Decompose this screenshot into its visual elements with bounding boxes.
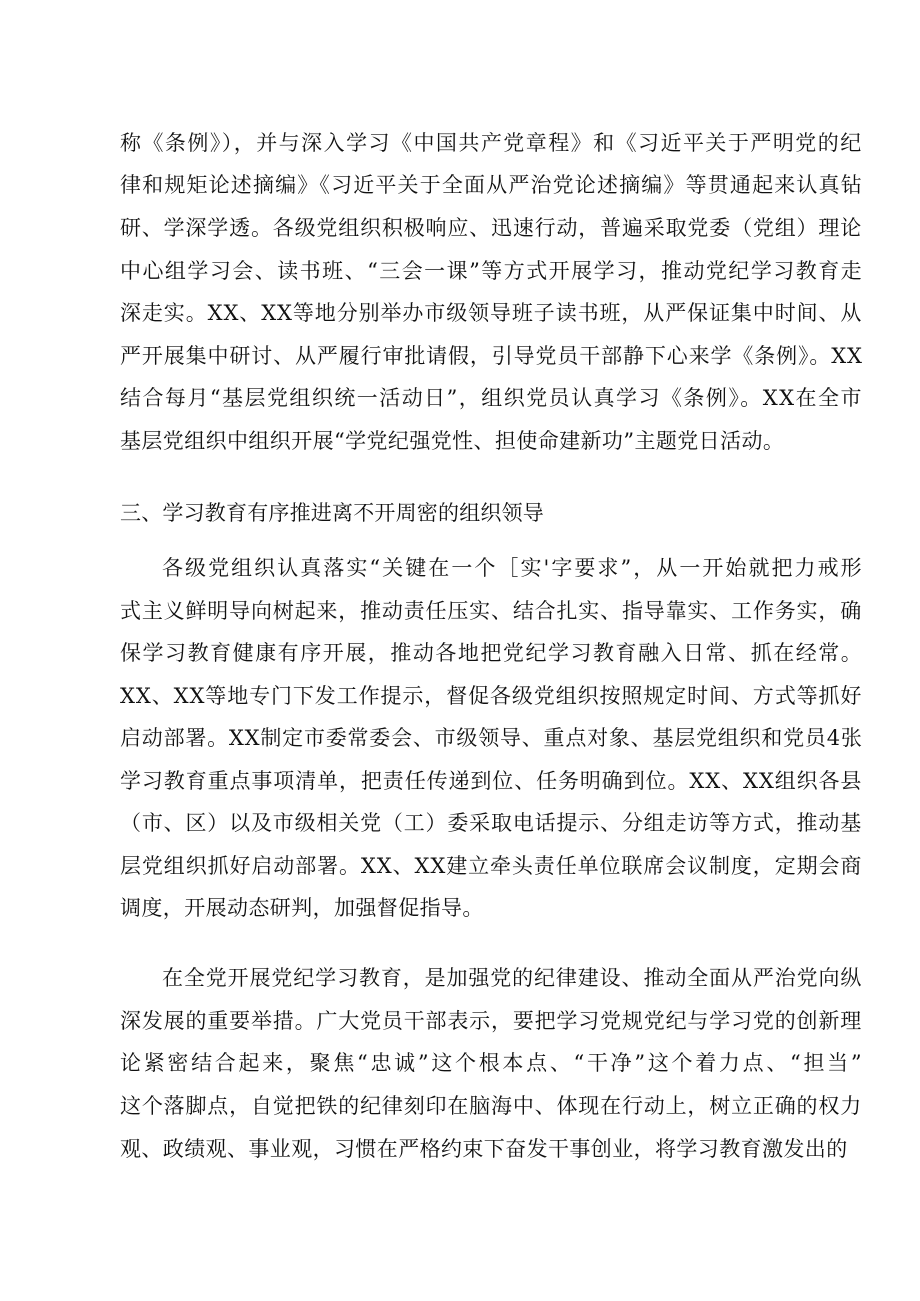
paragraph-line: 称《条例》），并与深入学习《中国共产党章程》和《习近平关于严明党的纪 [120,131,863,155]
paragraph-line: 中心组学习会、读书班、“三会一课”等方式开展学习，推动党纪学习教育走 [120,259,864,283]
paragraph-line: 调度，开展动态研判，加强督促指导。 [120,896,484,920]
paragraph-line: 论紧密结合起来，聚焦“忠诚”这个根本点、“干净”这个着力点、“担当” [120,1051,865,1075]
paragraph-line: 启动部署。XX制定市委常委会、市级领导、重点对象、基层党组织和党员4张 [120,726,863,750]
paragraph-line: 严开展集中研讨、从严履行审批请假，引导党员干部静下心来学《条例》。XX [120,344,863,368]
paragraph-line: 学习教育重点事项清单，把责任传递到位、任务明确到位。XX、XX组织各县 [120,769,863,793]
paragraph-line: XX、XX等地专门下发工作提示，督促各级党组织按照规定时间、方式等抓好 [120,684,863,708]
paragraph-line: 基层党组织中组织开展“学党纪强党性、担使命建新功”主题党日活动。 [120,429,785,453]
paragraph-line: 这个落脚点，自觉把铁的纪律刻印在脑海中、体现在行动上，树立正确的权力 [120,1094,863,1118]
paragraph-line: 结合每月“基层党组织统一活动日”，组织党员认真学习《条例》。XX在全市 [120,386,863,410]
paragraph-line: 层党组织抓好启动部署。XX、XX建立牵头责任单位联席会议制度，定期会商 [120,854,863,878]
paragraph-line: 式主义鲜明导向树起来，推动责任压实、结合扎实、指导靠实、工作务实，确 [120,599,863,623]
paragraph-line: （市、区）以及市级相关党（工）委采取电话提示、分组走访等方式，推动基 [120,811,863,835]
paragraph-line: 深发展的重要举措。广大党员干部表示，要把学习党规党纪与学习党的创新理 [120,1009,863,1033]
paragraph-line: 律和规矩论述摘编》《习近平关于全面从严治党论述摘编》等贯通起来认真钻 [120,173,863,197]
paragraph-line: 研、学深学透。各级党组织积极响应、迅速行动，普遍采取党委（党组）理论 [120,216,863,240]
paragraph-line: 深走实。XX、XX等地分别举办市级领导班子读书班，从严保证集中时间、从 [120,301,863,325]
section-heading: 三、学习教育有序推进离不开周密的组织领导 [120,501,544,525]
paragraph-line: 各级党组织认真落实“关键在一个［实'字要求”，从一开始就把力戒形 [162,556,864,580]
paragraph-line: 在全党开展党纪学习教育，是加强党的纪律建设、推动全面从严治党向纵 [162,966,863,990]
paragraph-line: 保学习教育健康有序开展，推动各地把党纪学习教育融入日常、抓在经常。 [120,641,864,665]
paragraph-line: 观、政绩观、事业观，习惯在严格约束下奋发干事创业，将学习教育激发出的 [120,1137,848,1161]
